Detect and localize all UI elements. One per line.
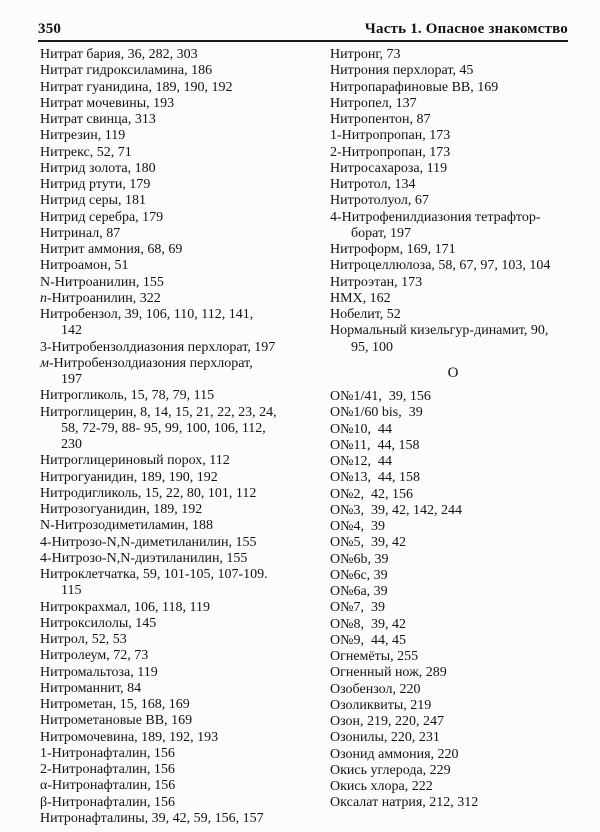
index-entry-line: О№1/41, 39, 156 [330,389,431,404]
index-entry-line: Нитрогликоль, 15, 78, 79, 115 [40,388,215,404]
index-entry-line: О№7, 39 [330,600,385,616]
index-entry-line: Нитрозогуанидин, 189, 192 [40,502,203,517]
index-entry-line: О№8, 39, 42 [330,616,406,632]
index-entry-line: Озонилы, 220, 231 [330,730,440,746]
index-entry-line: Нитроксилолы, 145 [40,615,157,631]
index-entry-line: Окись углерода, 229 [330,762,451,778]
index-entry-line: Нобелит, 52 [330,307,401,322]
index-entry-line: 3-Нитробензолдиазония перхлорат, 197 [40,339,276,355]
index-entry-line: N-Нитрозодиметиламин, 188 [40,518,214,534]
index-entry-line: Нитробензол, 39, 106, 110, 112, 141, [40,307,254,322]
index-entry-line: Нитромальтоза, 119 [40,664,158,680]
section-letter: О [447,364,459,381]
left-column [40,47,332,827]
index-entry-line: Огнемёты, 255 [330,649,419,664]
index-entry-line: β-Нитронафталин, 156 [40,794,176,810]
index-entry-line: α-Нитронафталин, 156 [40,778,176,794]
index-entry-line: Огненный нож, 289 [330,665,447,681]
index-entry-line: Нитроформ, 169, 171 [330,242,456,257]
index-entry-line: О№6b, 39 [330,551,389,567]
index-entry-line: п-Нитроанилин, 322 [40,290,161,306]
index-entry-line: Нормальный кизельгур-динамит, 90, [330,323,549,339]
index-entry-line: 230 [61,437,82,452]
index-entry-line: 4-Нитрофенилдиазония тетрафтор- [330,209,541,225]
page-header [38,21,568,42]
index-entry-line: Нитроманнит, 84 [40,680,142,696]
index-entry-line: Нитрат свинца, 313 [40,112,156,127]
index-entry-line: Нитроэтан, 173 [330,274,423,290]
index-entry-line: Окись хлора, 222 [330,779,433,794]
index-entry-line: 4-Нитрозо-N,N-диэтиланилин, 155 [40,550,248,566]
index-entry-line: Нитролеум, 72, 73 [40,648,149,664]
index-entry-line: Нитроамон, 51 [40,258,129,274]
index-entry-line: 1-Нитропропан, 173 [330,128,451,144]
index-entry-line: Озон, 219, 220, 247 [330,714,445,729]
page-number: 350 [38,21,62,37]
index-entry-line: Нитрат гуанидина, 189, 190, 192 [40,79,233,95]
index-entry-line: Нитронг, 73 [330,47,401,62]
index-entry-line: О№3, 39, 42, 142, 244 [330,502,462,518]
index-entry-line: Нитрид серы, 181 [40,193,147,209]
index-entry-line: 2-Нитропропан, 173 [330,144,451,160]
index-entry-line: Нитрид золота, 180 [40,160,156,176]
index-entry-line: Нитрид ртути, 179 [40,177,151,192]
index-entry-line: Нитрид серебра, 179 [40,209,164,225]
index-entry-line: О№11, 44, 158 [330,437,420,453]
right-column [330,47,576,812]
index-entry-line: Озобензол, 220 [330,681,421,697]
index-entry-line: О№1/60 bis, 39 [330,405,423,421]
index-entry-line: 95, 100 [351,339,393,355]
index-entry-line: Нитрекс, 52, 71 [40,144,132,160]
index-entry-line: 2-Нитронафталин, 156 [40,762,175,777]
index-entry-line: борат, 197 [351,225,412,241]
index-entry-line: 4-Нитрозо-N,N-диметиланилин, 155 [40,534,257,550]
index-entry-line: Нитрат мочевины, 193 [40,95,175,111]
italic-prefix: п- [40,290,52,306]
index-entry-line: м-Нитробензолдиазония перхлорат, [40,355,253,371]
index-entry-line: 197 [61,372,82,387]
index-entry-line: Нитрат бария, 36, 282, 303 [40,47,198,62]
index-entry-line: Нитрокрахмал, 106, 118, 119 [40,599,210,615]
index-entry-line: 142 [61,323,82,339]
index-entry-line: Нитродигликоль, 15, 22, 80, 101, 112 [40,485,257,501]
index-entry-line: Нитромочевина, 189, 192, 193 [40,729,219,745]
index-entry-line: Нитрезин, 119 [40,128,126,144]
index-entry-line: Нитрогуанидин, 189, 190, 192 [40,469,218,485]
index-entry-line: Нитрат гидроксиламина, 186 [40,63,213,79]
index-entry-line: О№5, 39, 42 [330,535,406,551]
index-entry-line: Оксалат натрия, 212, 312 [330,795,479,811]
index-entry-line: Нитрометановые ВВ, 169 [40,713,193,729]
index-entry-line: Нитроклетчатка, 59, 101-105, 107-109. [40,567,268,582]
index-entry-line: О№9, 44, 45 [330,632,406,648]
index-entry-line: Нитрометан, 15, 168, 169 [40,697,190,712]
italic-prefix: м- [40,355,54,371]
index-entry-line: Нитрония перхлорат, 45 [330,63,474,79]
running-title: Часть 1. Опасное знакомство [364,21,568,37]
index-entry-line: Озоликвиты, 219 [330,697,432,713]
index-entry-line: О№4, 39 [330,519,385,534]
index-entry-line: Нитропентон, 87 [330,112,431,127]
index-entry-line: Нитроглицерин, 8, 14, 15, 21, 22, 23, 24, [40,404,277,420]
index-entry-line: Нитрит аммония, 68, 69 [40,242,183,257]
index-entry-line: Нитрол, 52, 53 [40,632,127,647]
index-entry-line: О№2, 42, 156 [330,486,413,502]
index-entry-line: 1-Нитронафталин, 156 [40,745,175,761]
index-entry-line: Нитропел, 137 [330,95,417,111]
index-entry-line: Нитроцеллюлоза, 58, 67, 97, 103, 104 [330,258,551,274]
index-entry-line: О№10, 44 [330,421,392,437]
index-entry-line: 115 [61,583,82,599]
index-entry-line: Нитроглицериновый порох, 112 [40,453,230,469]
index-entry-line: Нитропарафиновые ВВ, 169 [330,79,499,95]
index-entry-line: Нитротолуол, 67 [330,193,429,209]
index-entry-line: Озонид аммония, 220 [330,746,459,762]
index-entry-line: Нитринал, 87 [40,225,121,241]
index-entry-line: НМХ, 162 [330,290,391,306]
index-entry-line: О№6a, 39 [330,584,388,599]
index-entry-line: О№12, 44 [330,454,392,469]
index-entry-line: О№6c, 39 [330,567,388,583]
index-entry-line: N-Нитроанилин, 155 [40,274,164,290]
index-entry-line: Нитронафталины, 39, 42, 59, 156, 157 [40,810,264,826]
index-entry-line: Нитротол, 134 [330,177,416,192]
index-entry-line: Нитросахароза, 119 [330,160,448,176]
index-entry-line: О№13, 44, 158 [330,470,420,486]
index-entry-line: 58, 72-79, 88- 95, 99, 100, 106, 112, [61,420,266,436]
